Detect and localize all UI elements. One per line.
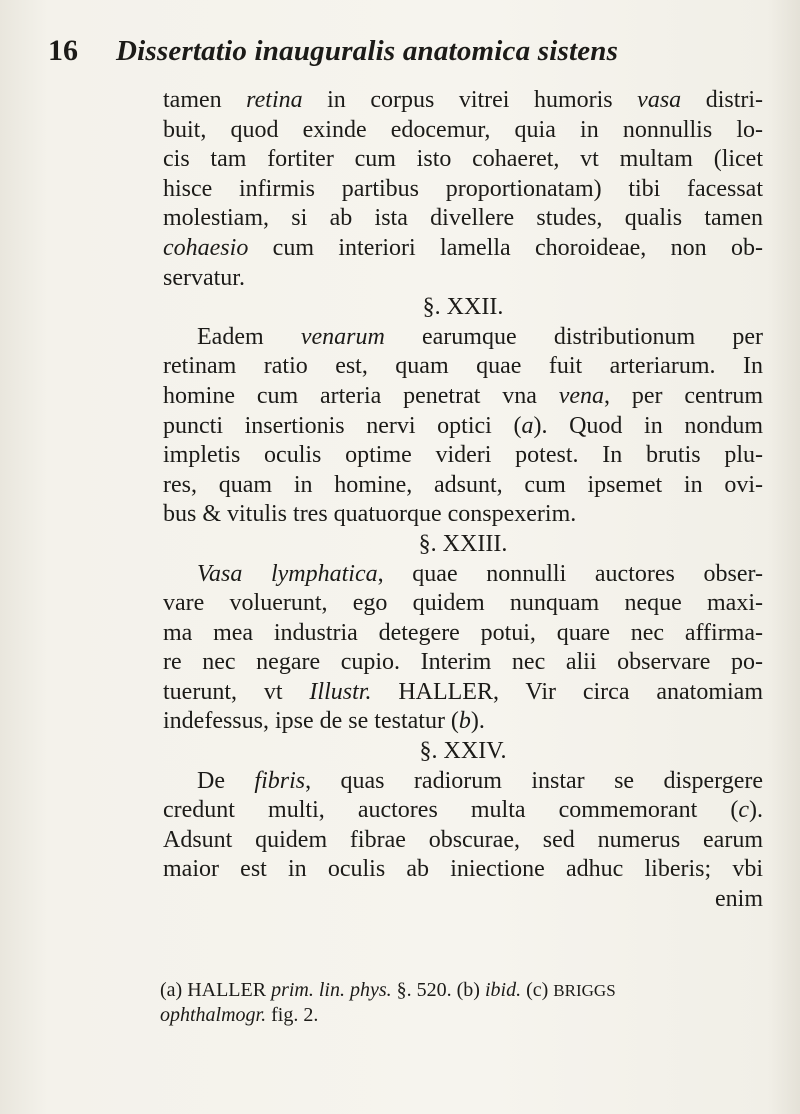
page-number: 16	[48, 34, 78, 67]
text-line: puncti insertionis nervi optici (a). Quod in nondum	[163, 412, 763, 439]
text-line: impletis oculis optime videri potest. In brutis plu-	[163, 442, 763, 469]
text-line: cis tam fortiter cum isto cohaeret, vt multam (licet	[163, 146, 763, 173]
text-line: Eadem venarum earumque distributionum per	[197, 323, 763, 350]
text-line: cohaesio cum interiori lamella choroideae, non ob-	[163, 234, 763, 261]
text-line: retinam ratio est, quam quae fuit arteriarum. In	[163, 353, 763, 380]
footnote-line: ophthalmogr. fig. 2.	[160, 1004, 319, 1026]
catchword: enim	[715, 886, 763, 913]
text-line: credunt multi, auctores multa commemorant (c).	[163, 797, 763, 824]
text-line: res, quam in homine, adsunt, cum ipsemet in ovi-	[163, 471, 763, 498]
text-line: tamen retina in corpus vitrei humoris vasa distri-	[163, 87, 764, 113]
text-line: molestiam, si ab ista divellere studes, qualis tamen	[163, 205, 763, 232]
section-heading: §. XXIV.	[419, 738, 507, 765]
text-line: servatur.	[163, 264, 245, 291]
text-line: Adsunt quidem fibrae obscurae, sed numerus earum	[163, 826, 763, 853]
section-heading: §. XXIII.	[418, 530, 508, 557]
text-line: ma mea industria detegere potui, quare nec affirma-	[163, 619, 763, 646]
text-line: bus & vitulis tres quatuorque conspexerim.	[163, 501, 577, 528]
text-line: Vasa lymphatica, quae nonnulli auctores obser-	[197, 560, 764, 587]
text-line: maior est in oculis ab iniectione adhuc liberis; vbi	[163, 856, 763, 883]
text-line: homine cum arteria penetrat vna vena, per centrum	[163, 382, 764, 409]
text-line: hisce infirmis partibus proportionatam) tibi facessat	[163, 175, 763, 202]
body-text	[163, 86, 763, 915]
page-header	[48, 34, 768, 78]
text-line: indefessus, ipse de se testatur (b).	[163, 708, 485, 735]
section-heading: §. XXII.	[422, 294, 504, 321]
text-line: tuerunt, vt Illustr. HALLER, Vir circa anatomiam	[163, 678, 763, 705]
text-line: vare voluerunt, ego quidem nunquam neque maxi-	[163, 590, 763, 617]
footnotes	[160, 978, 766, 1028]
text-line: buit, quod exinde edocemur, quia in nonnullis lo-	[163, 116, 763, 143]
running-title: Dissertatio inauguralis anatomica sistens	[116, 35, 619, 67]
footnote-line: (a) HALLER prim. lin. phys. §. 520. (b) ibid. (c) BRIGGS	[160, 979, 616, 1001]
text-line: De fibris, quas radiorum instar se dispergere	[197, 767, 763, 794]
text-line: re nec negare cupio. Interim nec alii observare po-	[163, 649, 763, 676]
